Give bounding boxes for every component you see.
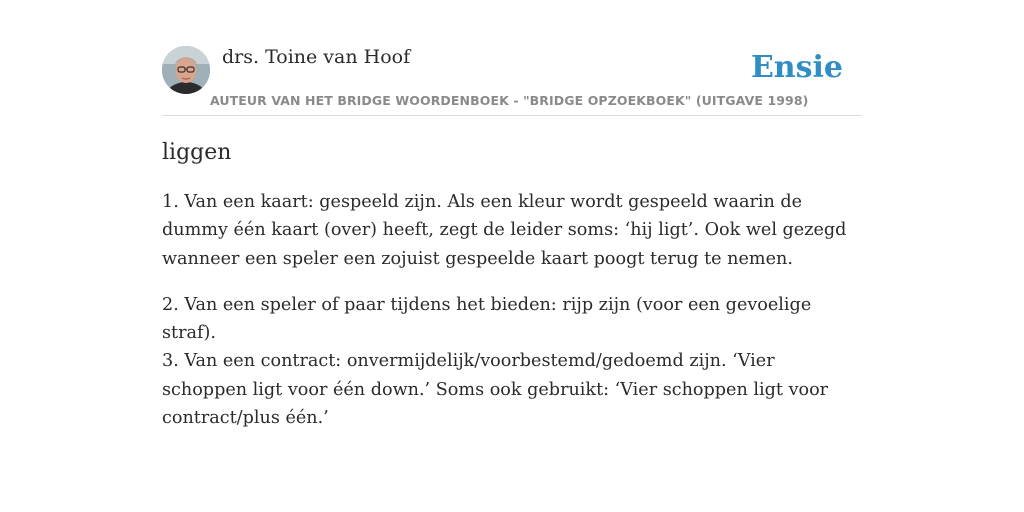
brand-logo[interactable]: Ensie bbox=[750, 50, 843, 85]
author-name[interactable]: drs. Toine van Hoof bbox=[222, 46, 411, 68]
entry-card bbox=[162, 44, 862, 450]
definition-paragraph bbox=[162, 291, 862, 432]
definition bbox=[162, 188, 862, 432]
definition-item: 2. Van een speler of paar tijdens het bieden: rijp zijn (voor een gevoelige straf). bbox=[162, 294, 812, 344]
definition-item: 1. Van een kaart: gespeeld zijn. Als een kleur wordt gespeeld waarin de dummy één kaart (over) heeft, zegt de leider soms: ‘hij ligt’. Ook wel gezegd wanneer een speler een zojuist gespeelde kaart poogt terug te nemen. bbox=[162, 192, 847, 269]
definition-paragraph bbox=[162, 188, 862, 273]
author-avatar[interactable] bbox=[162, 46, 210, 94]
headword: liggen bbox=[162, 140, 232, 165]
author-photo-icon bbox=[162, 46, 210, 94]
definition-item: 3. Van een contract: onvermijdelijk/voorbestemd/gedoemd zijn. ‘Vier schoppen ligt voor één down.’ Soms ook gebruikt: ‘Vier schoppen ligt voor contract/plus één.’ bbox=[162, 351, 829, 429]
author-header bbox=[162, 44, 862, 116]
author-description: AUTEUR VAN HET BRIDGE WOORDENBOEK - "BRIDGE OPZOEKBOEK" (UITGAVE 1998) bbox=[210, 93, 809, 108]
